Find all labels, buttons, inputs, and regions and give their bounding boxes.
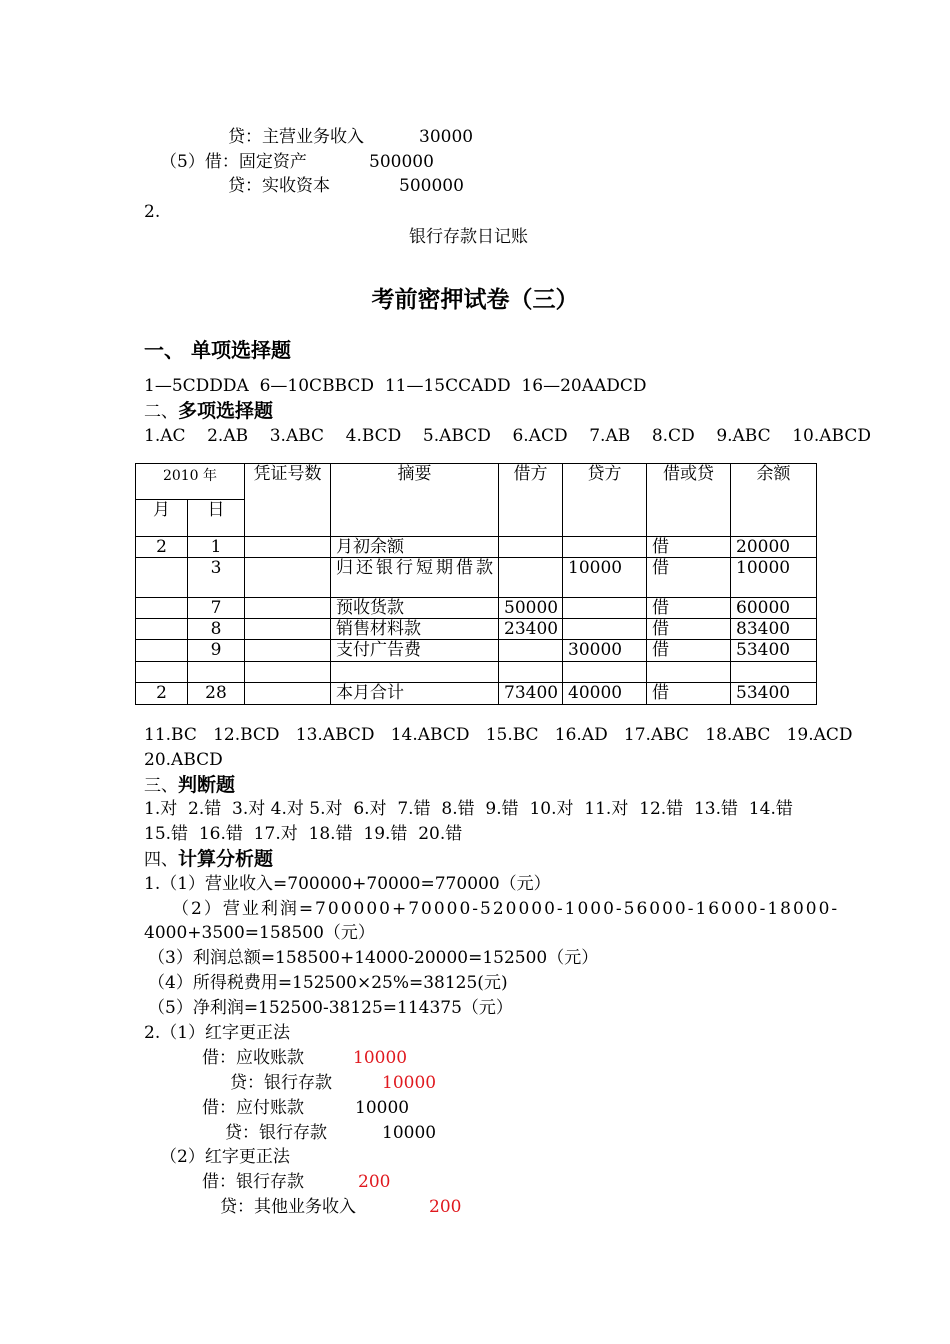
section3-heading-text: 判断题 bbox=[178, 774, 236, 796]
entry-credit-revenue-amount: 30000 bbox=[419, 127, 474, 147]
table-row bbox=[136, 662, 817, 683]
table-row bbox=[136, 558, 817, 598]
cell-balance: 53400 bbox=[731, 640, 817, 662]
cell-voucher bbox=[245, 537, 331, 558]
cell-summary: 销售材料款 bbox=[331, 619, 499, 640]
cell-summary: 预收货款 bbox=[331, 598, 499, 619]
cell-balance: 83400 bbox=[731, 619, 817, 640]
section1-heading: 一、 单项选择题 bbox=[144, 338, 291, 362]
cell-voucher bbox=[245, 598, 331, 619]
cell-summary: 支付广告费 bbox=[331, 640, 499, 662]
header-debit: 借方 bbox=[499, 464, 563, 537]
section2-heading-text: 多项选择题 bbox=[178, 400, 274, 422]
section3-heading-prefix: 三、 bbox=[144, 776, 178, 796]
entry-credit-capital-amount: 500000 bbox=[399, 176, 464, 196]
entry-credit-revenue-label: 贷：主营业务收入 bbox=[228, 127, 364, 147]
cell-day bbox=[188, 662, 245, 683]
cell-direction: 借 bbox=[647, 619, 731, 640]
cell-month: 2 bbox=[136, 537, 188, 558]
cell-debit bbox=[499, 558, 563, 598]
cell-day: 8 bbox=[188, 619, 245, 640]
q2-entry4-label: 贷：银行存款 bbox=[225, 1123, 327, 1143]
cell-month bbox=[136, 662, 188, 683]
cell-voucher bbox=[245, 683, 331, 705]
item-number-2: 2. bbox=[144, 202, 161, 222]
cell-credit bbox=[563, 598, 647, 619]
q2-entry6-amount: 200 bbox=[429, 1197, 462, 1217]
section4-heading-text: 计算分析题 bbox=[178, 848, 274, 870]
section2-heading bbox=[144, 400, 273, 423]
cell-day: 7 bbox=[188, 598, 245, 619]
section2-answers-line2: 11.BC 12.BCD 13.ABCD 14.ABCD 15.BC 16.AD 17.ABC 18.ABC 19.ACD bbox=[144, 725, 853, 745]
table-row bbox=[136, 640, 817, 662]
cell-debit bbox=[499, 640, 563, 662]
cell-day: 3 bbox=[188, 558, 245, 598]
cell-credit bbox=[563, 537, 647, 558]
cell-debit bbox=[499, 537, 563, 558]
cell-month bbox=[136, 558, 188, 598]
q2-part2-heading: （2）红字更正法 bbox=[160, 1147, 290, 1167]
entry-debit-fixed-assets-label: （5）借：固定资产 bbox=[160, 152, 307, 172]
q2-entry1-amount: 10000 bbox=[353, 1048, 408, 1068]
header-row-1 bbox=[136, 464, 817, 500]
cell-summary bbox=[331, 662, 499, 683]
cell-balance bbox=[731, 662, 817, 683]
cell-direction: 借 bbox=[647, 640, 731, 662]
section1-answers: 1—5CDDDA 6—10CBBCD 11—15CCADD 16—20AADCD bbox=[144, 376, 647, 396]
cell-voucher bbox=[245, 662, 331, 683]
cell-voucher bbox=[245, 558, 331, 598]
cell-day: 28 bbox=[188, 683, 245, 705]
cell-direction: 借 bbox=[647, 683, 731, 705]
cell-month bbox=[136, 598, 188, 619]
bank-deposit-journal-table bbox=[135, 463, 817, 705]
calc-line-5: （4）所得税费用=152500×25%=38125(元) bbox=[148, 973, 508, 993]
cell-direction: 借 bbox=[647, 598, 731, 619]
cell-month: 2 bbox=[136, 683, 188, 705]
q2-part1-heading: 2.（1）红字更正法 bbox=[144, 1023, 291, 1043]
header-voucher-number: 凭证号数 bbox=[245, 464, 331, 537]
cell-balance: 60000 bbox=[731, 598, 817, 619]
cell-balance: 53400 bbox=[731, 683, 817, 705]
header-balance: 余额 bbox=[731, 464, 817, 537]
cell-day: 1 bbox=[188, 537, 245, 558]
header-debit-or-credit: 借或贷 bbox=[647, 464, 731, 537]
q2-entry6-label: 贷：其他业务收入 bbox=[220, 1197, 356, 1217]
q2-entry3-label: 借：应付账款 bbox=[202, 1098, 304, 1118]
calc-line-3: 4000+3500=158500（元） bbox=[144, 923, 375, 943]
cell-credit: 40000 bbox=[563, 683, 647, 705]
ledger-caption: 银行存款日记账 bbox=[409, 227, 528, 247]
cell-credit: 30000 bbox=[563, 640, 647, 662]
q2-entry5-label: 借：银行存款 bbox=[202, 1172, 304, 1192]
section3-heading bbox=[144, 774, 235, 797]
section3-answers-line1: 1.对 2.错 3.对 4.对 5.对 6.对 7.错 8.错 9.错 10.对 11.对 12.错 13.错 14.错 bbox=[144, 799, 793, 819]
cell-credit bbox=[563, 619, 647, 640]
cell-month bbox=[136, 619, 188, 640]
section2-heading-prefix: 二、 bbox=[144, 402, 178, 422]
cell-summary: 本月合计 bbox=[331, 683, 499, 705]
cell-day: 9 bbox=[188, 640, 245, 662]
section2-answers-line1: 1.AC 2.AB 3.ABC 4.BCD 5.ABCD 6.ACD 7.AB 8.CD 9.ABC 10.ABCD bbox=[144, 426, 871, 446]
table-row-total bbox=[136, 683, 817, 705]
cell-direction bbox=[647, 662, 731, 683]
q2-entry2-label: 贷：银行存款 bbox=[230, 1073, 332, 1093]
exam-title: 考前密押试卷（三） bbox=[371, 286, 579, 313]
entry-credit-capital-label: 贷：实收资本 bbox=[228, 176, 330, 196]
table-row bbox=[136, 598, 817, 619]
calc-line-2: （2）营业利润=700000+70000-520000-1000-56000-16000-18000- bbox=[172, 899, 840, 919]
q2-entry1-label: 借：应收账款 bbox=[202, 1048, 304, 1068]
cell-debit: 73400 bbox=[499, 683, 563, 705]
cell-debit: 23400 bbox=[499, 619, 563, 640]
cell-balance: 10000 bbox=[731, 558, 817, 598]
cell-balance: 20000 bbox=[731, 537, 817, 558]
q2-entry4-amount: 10000 bbox=[382, 1123, 437, 1143]
header-summary: 摘要 bbox=[331, 464, 499, 537]
cell-debit: 50000 bbox=[499, 598, 563, 619]
section4-heading-prefix: 四、 bbox=[144, 850, 178, 870]
cell-voucher bbox=[245, 640, 331, 662]
cell-voucher bbox=[245, 619, 331, 640]
calc-line-6: （5）净利润=152500-38125=114375（元） bbox=[148, 998, 513, 1018]
cell-credit: 10000 bbox=[563, 558, 647, 598]
table-row bbox=[136, 537, 817, 558]
table-row bbox=[136, 619, 817, 640]
section3-answers-line2: 15.错 16.错 17.对 18.错 19.错 20.错 bbox=[144, 824, 463, 844]
cell-direction: 借 bbox=[647, 537, 731, 558]
cell-debit bbox=[499, 662, 563, 683]
cell-direction: 借 bbox=[647, 558, 731, 598]
q2-entry2-amount: 10000 bbox=[382, 1073, 437, 1093]
cell-summary: 归还银行短期借款 bbox=[331, 558, 499, 598]
cell-month bbox=[136, 640, 188, 662]
section4-heading bbox=[144, 848, 273, 871]
calc-line-1: 1.（1）营业收入=700000+70000=770000（元） bbox=[144, 874, 551, 894]
header-year: 2010 年 bbox=[136, 464, 245, 500]
q2-entry5-amount: 200 bbox=[358, 1172, 391, 1192]
cell-credit bbox=[563, 662, 647, 683]
entry-debit-fixed-assets-amount: 500000 bbox=[369, 152, 434, 172]
header-month: 月 bbox=[136, 500, 188, 537]
cell-summary: 月初余额 bbox=[331, 537, 499, 558]
section2-answers-line3: 20.ABCD bbox=[144, 750, 223, 770]
header-credit: 贷方 bbox=[563, 464, 647, 537]
header-day: 日 bbox=[188, 500, 245, 537]
calc-line-4: （3）利润总额=158500+14000-20000=152500（元） bbox=[148, 948, 599, 968]
q2-entry3-amount: 10000 bbox=[355, 1098, 410, 1118]
